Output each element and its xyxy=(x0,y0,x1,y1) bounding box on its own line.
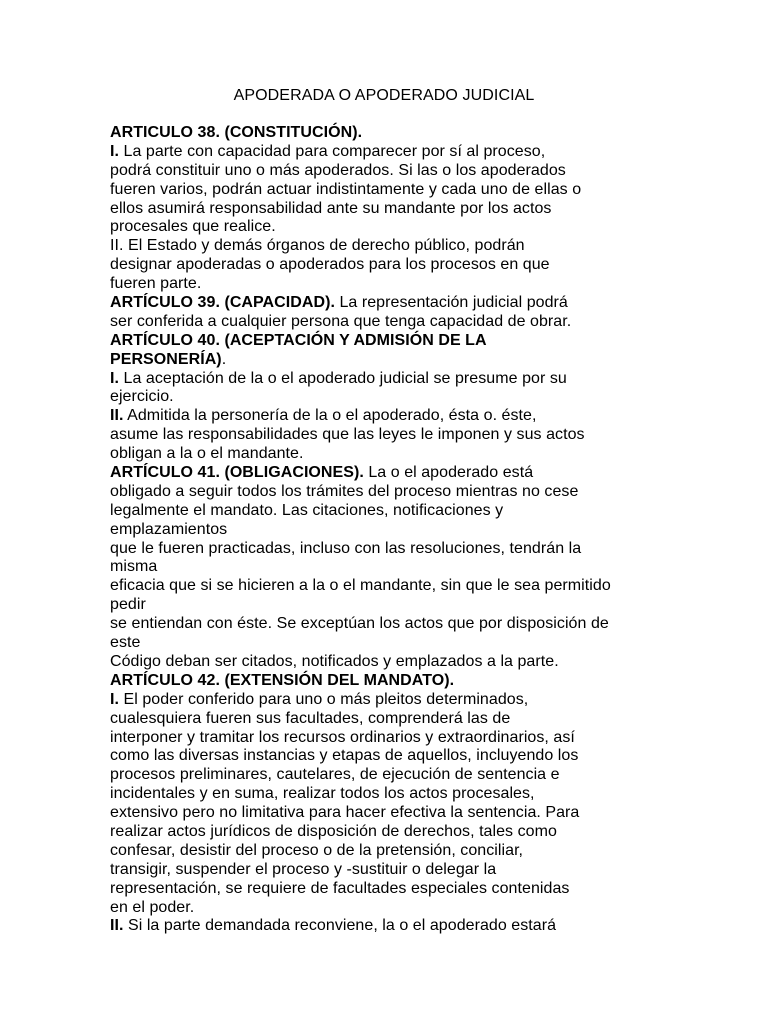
text-segment: Si la parte demandada reconviene, la o el apoderado estará xyxy=(123,917,557,935)
text-segment: ser conferida a cualquier persona que tenga capacidad de obrar. xyxy=(110,312,572,330)
text-line xyxy=(110,426,670,445)
text-line xyxy=(110,804,670,823)
text-line xyxy=(110,294,670,313)
text-line xyxy=(110,162,670,181)
text-segment: La representación judicial podrá xyxy=(334,294,568,312)
text-segment: fueren varios, podrán actuar indistintamente y cada uno de ellas o xyxy=(110,180,582,198)
bold-text-segment: II. xyxy=(110,407,124,425)
text-line xyxy=(110,275,670,294)
text-line xyxy=(110,351,670,370)
text-segment: incidentales y en suma, realizar todos los actos procesales, xyxy=(110,785,535,803)
text-line xyxy=(110,823,670,842)
text-line xyxy=(110,237,670,256)
text-segment: Admitida la personería de la o el apoderado, ésta o. éste, xyxy=(123,407,537,425)
text-segment: extensivo pero no limitativa para hacer efectiva la sentencia. Para xyxy=(110,804,580,822)
text-line xyxy=(110,483,670,502)
text-segment: transigir, suspender el proceso y -sustituir o delegar la xyxy=(110,860,497,878)
text-line xyxy=(110,388,670,407)
text-segment: obligado a seguir todos los trámites del proceso mientras no cese xyxy=(110,482,579,500)
text-line xyxy=(110,653,670,672)
text-segment: en el poder. xyxy=(110,898,195,916)
text-line xyxy=(110,861,670,880)
bold-text-segment: I. xyxy=(110,369,119,387)
text-segment: procesales que realice. xyxy=(110,218,276,236)
text-segment: como las diversas instancias y etapas de aquellos, incluyendo los xyxy=(110,747,579,765)
text-segment: asume las responsabilidades que las leyes le imponen y sus actos xyxy=(110,426,585,444)
text-line xyxy=(110,464,670,483)
text-line xyxy=(110,899,670,918)
text-line xyxy=(110,917,670,936)
text-line xyxy=(110,880,670,899)
text-segment: interponer y tramitar los recursos ordinarios y extraordinarios, así xyxy=(110,728,575,746)
text-segment: confesar, desistir del proceso o de la pretensión, conciliar, xyxy=(110,841,524,859)
text-line xyxy=(110,200,670,219)
text-line xyxy=(110,313,670,332)
text-line xyxy=(110,540,670,559)
text-line xyxy=(110,596,670,615)
text-segment: se entiendan con éste. Se exceptúan los actos que por disposición de xyxy=(110,615,609,633)
text-line xyxy=(110,672,670,691)
text-segment: La o el apoderado está xyxy=(363,464,534,482)
text-line xyxy=(110,407,670,426)
text-segment: que le fueren practicadas, incluso con las resoluciones, tendrán la xyxy=(110,539,582,557)
text-line xyxy=(110,691,670,710)
bold-text-segment: ARTÍCULO 40. (ACEPTACIÓN Y ADMISIÓN DE LA xyxy=(110,331,487,349)
text-line xyxy=(110,710,670,729)
text-segment: ejercicio. xyxy=(110,388,174,406)
text-segment: ellos asumirá responsabilidad ante su mandante por los actos xyxy=(110,199,552,217)
text-line xyxy=(110,256,670,275)
text-line xyxy=(110,445,670,464)
text-line xyxy=(110,370,670,389)
text-line xyxy=(110,124,670,143)
text-segment: podrá constituir uno o más apoderados. Si las o los apoderados xyxy=(110,161,566,179)
text-segment: La parte con capacidad para comparecer por sí al proceso, xyxy=(119,142,546,160)
text-segment: Código deban ser citados, notificados y emplazados a la parte. xyxy=(110,652,559,670)
text-line xyxy=(110,729,670,748)
text-line xyxy=(110,218,670,237)
text-line xyxy=(110,785,670,804)
text-segment: . xyxy=(221,350,227,368)
text-line xyxy=(110,615,670,634)
text-line xyxy=(110,634,670,653)
bold-text-segment: II. xyxy=(110,917,124,935)
text-line xyxy=(110,181,670,200)
bold-text-segment: I. xyxy=(110,690,119,708)
text-segment: procesos preliminares, cautelares, de ejecución de sentencia e xyxy=(110,766,560,784)
bold-text-segment: I. xyxy=(110,142,119,160)
text-segment: obligan a la o el mandante. xyxy=(110,445,304,463)
text-segment: pedir xyxy=(110,596,146,614)
text-segment: El poder conferido para uno o más pleitos determinados, xyxy=(119,690,529,708)
text-line xyxy=(110,521,670,540)
text-segment: II. El Estado y demás órganos de derecho público, podrán xyxy=(110,237,525,255)
text-segment: emplazamientos xyxy=(110,520,228,538)
text-segment: designar apoderadas o apoderados para los procesos en que xyxy=(110,256,550,274)
text-segment: fueren parte. xyxy=(110,275,202,293)
text-line xyxy=(110,577,670,596)
text-segment: misma xyxy=(110,558,158,576)
text-segment: legalmente el mandato. Las citaciones, notificaciones y xyxy=(110,501,504,519)
text-segment: eficacia que si se hicieren a la o el mandante, sin que le sea permitido xyxy=(110,577,611,595)
text-segment: La aceptación de la o el apoderado judicial se presume por su xyxy=(119,369,567,387)
text-segment: representación, se requiere de facultades especiales contenidas xyxy=(110,879,570,897)
bold-text-segment: ARTICULO 38. (CONSTITUCIÓN). xyxy=(110,124,363,141)
text-line xyxy=(110,842,670,861)
text-line xyxy=(110,747,670,766)
document-body xyxy=(110,124,670,936)
bold-text-segment: ARTÍCULO 39. (CAPACIDAD). xyxy=(110,294,335,312)
text-segment: realizar actos jurídicos de disposición de derechos, tales como xyxy=(110,822,557,840)
bold-text-segment: PERSONERÍA) xyxy=(110,350,222,368)
text-line xyxy=(110,502,670,521)
text-segment: cualesquiera fueren sus facultades, comprenderá las de xyxy=(110,709,511,727)
text-line xyxy=(110,143,670,162)
text-line xyxy=(110,332,670,351)
bold-text-segment: ARTÍCULO 42. (EXTENSIÓN DEL MANDATO). xyxy=(110,671,455,689)
text-segment: este xyxy=(110,634,141,652)
bold-text-segment: ARTÍCULO 41. (OBLIGACIONES). xyxy=(110,464,364,482)
text-line xyxy=(110,766,670,785)
document-title: APODERADA O APODERADO JUDICIAL xyxy=(233,87,535,104)
text-line xyxy=(110,558,670,577)
